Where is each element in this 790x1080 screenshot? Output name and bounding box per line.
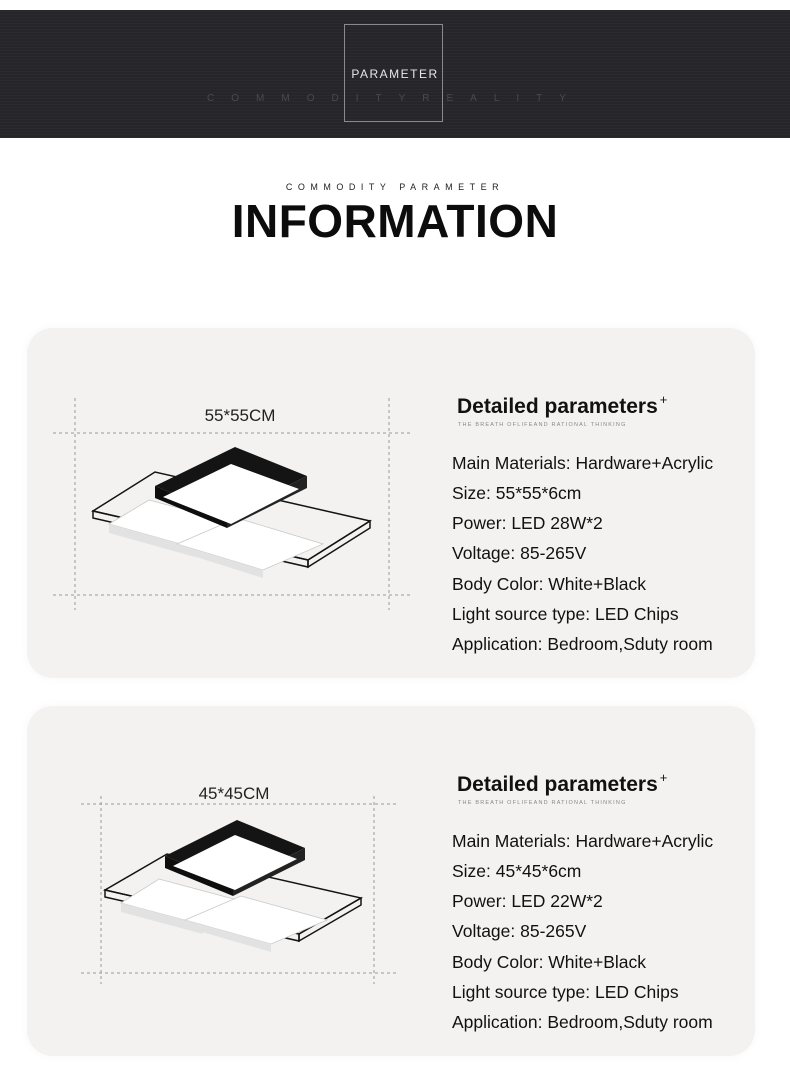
spec-light-source: Light source type: LED Chips: [452, 982, 679, 1002]
section-kicker: COMMODITY PARAMETER: [285, 182, 505, 192]
ceiling-lamp-diagram: [27, 706, 447, 1006]
params-subtitle: THE BREATH OFLIFEAND RATIONAL THINKING: [458, 800, 627, 806]
params-title-text: Detailed parameters: [457, 773, 658, 796]
top-banner: [0, 10, 790, 138]
params-title-text: Detailed parameters: [457, 395, 658, 418]
dimension-label: 45*45CM: [198, 784, 270, 803]
dimension-label: 55*55CM: [204, 406, 276, 425]
lamp-shapes: [105, 820, 361, 952]
lamp-shapes: [93, 447, 370, 578]
spec-power: Power: LED 22W*2: [452, 891, 603, 911]
spec-voltage: Voltage: 85-265V: [452, 921, 587, 941]
spec-voltage: Voltage: 85-265V: [452, 543, 587, 563]
spec-body-color: Body Color: White+Black: [452, 952, 647, 972]
spec-materials: Main Materials: Hardware+Acrylic: [452, 453, 714, 473]
banner-title: PARAMETER: [351, 67, 439, 81]
spec-size: Size: 55*55*6cm: [452, 483, 582, 503]
spec-card-55: [27, 328, 755, 678]
spec-power: Power: LED 28W*2: [452, 513, 603, 533]
banner-subtitle: COMMODITYREALITY: [207, 93, 583, 104]
spec-card-45: [27, 706, 755, 1056]
spec-application: Application: Bedroom,Sduty room: [452, 634, 713, 654]
params-title-plus: +: [659, 770, 668, 785]
params-title: [457, 770, 668, 797]
section-title: INFORMATION: [231, 195, 559, 247]
params-title: [457, 392, 668, 419]
params-title-plus: +: [659, 392, 668, 407]
spec-light-source: Light source type: LED Chips: [452, 604, 679, 624]
spec-size: Size: 45*45*6cm: [452, 861, 582, 881]
params-subtitle: THE BREATH OFLIFEAND RATIONAL THINKING: [458, 422, 627, 428]
spec-materials: Main Materials: Hardware+Acrylic: [452, 831, 714, 851]
spec-body-color: Body Color: White+Black: [452, 574, 647, 594]
ceiling-lamp-diagram: [27, 328, 447, 628]
spec-application: Application: Bedroom,Sduty room: [452, 1012, 713, 1032]
